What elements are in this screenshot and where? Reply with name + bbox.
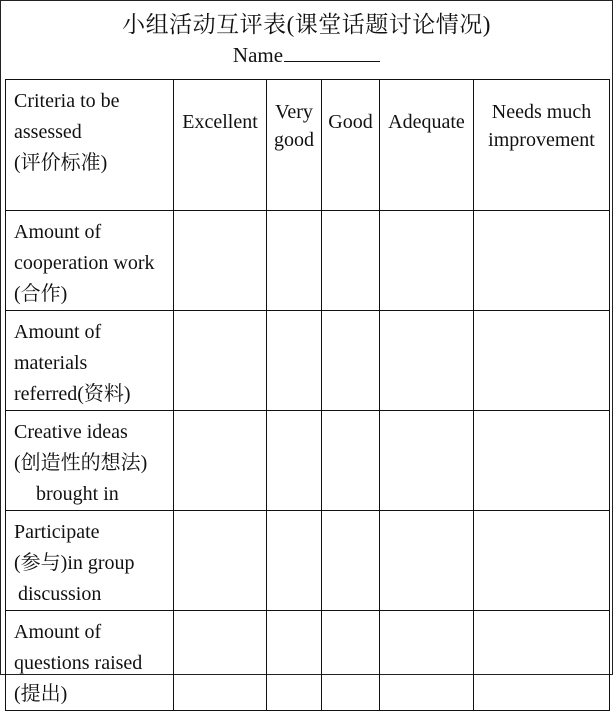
page-title: 小组活动互评表(课堂话题讨论情况) — [122, 12, 491, 37]
evaluation-table — [5, 79, 610, 711]
header-excellent-label: Excellent — [182, 111, 258, 133]
rating-cell-adequate[interactable] — [380, 311, 474, 411]
rating-cell-very-good[interactable] — [267, 611, 322, 711]
criteria-line: referred(资料) — [14, 383, 131, 405]
header-adequate — [380, 80, 474, 211]
criteria-header-cell — [6, 80, 174, 211]
name-field — [0, 43, 613, 68]
criteria-line: materials — [14, 352, 88, 374]
rating-cell-excellent[interactable] — [174, 411, 267, 511]
criteria-line: discussion — [18, 583, 102, 605]
header-row — [6, 80, 610, 211]
criteria-header-line-3: (评价标准) — [14, 152, 108, 174]
rating-cell-needs-improvement[interactable] — [474, 511, 610, 611]
name-blank-line[interactable] — [284, 43, 380, 62]
rating-cell-very-good[interactable] — [267, 411, 322, 511]
criteria-line: Creative ideas — [14, 421, 128, 443]
criteria-line: cooperation work — [14, 252, 155, 274]
table-row — [6, 311, 610, 411]
rating-cell-needs-improvement[interactable] — [474, 211, 610, 311]
table-row — [6, 411, 610, 511]
criteria-line: (创造性的想法) — [14, 452, 148, 474]
rating-cell-very-good[interactable] — [267, 311, 322, 411]
rating-cell-adequate[interactable] — [380, 511, 474, 611]
rating-cell-very-good[interactable] — [267, 511, 322, 611]
header-needs-improvement-line-1: Needs much — [491, 101, 592, 123]
header-needs-improvement — [474, 80, 610, 211]
rating-cell-excellent[interactable] — [174, 511, 267, 611]
criteria-header-line-2: assessed — [14, 121, 82, 143]
header-adequate-label: Adequate — [388, 111, 465, 133]
rating-cell-good[interactable] — [322, 511, 380, 611]
criteria-cell — [6, 211, 174, 311]
header-very-good — [267, 80, 322, 211]
table-row — [6, 211, 610, 311]
criteria-cell — [6, 611, 174, 711]
criteria-header-line-1: Criteria to be — [14, 90, 120, 112]
header-needs-improvement-line-2: improvement — [488, 129, 595, 151]
rating-cell-needs-improvement[interactable] — [474, 611, 610, 711]
header-good-label: Good — [328, 111, 373, 133]
rating-cell-good[interactable] — [322, 211, 380, 311]
rating-cell-good[interactable] — [322, 411, 380, 511]
rating-cell-good[interactable] — [322, 311, 380, 411]
rating-cell-adequate[interactable] — [380, 211, 474, 311]
header-very-good-line-1: Very — [275, 101, 313, 123]
rating-cell-excellent[interactable] — [174, 311, 267, 411]
rating-cell-excellent[interactable] — [174, 211, 267, 311]
rating-cell-needs-improvement[interactable] — [474, 411, 610, 511]
name-label: Name — [232, 43, 284, 67]
criteria-line: Amount of — [14, 221, 102, 243]
header-good — [322, 80, 380, 211]
criteria-line: Amount of — [14, 321, 102, 343]
header-excellent — [174, 80, 267, 211]
rating-cell-very-good[interactable] — [267, 211, 322, 311]
criteria-cell — [6, 311, 174, 411]
table-row — [6, 611, 610, 711]
criteria-cell — [6, 411, 174, 511]
criteria-line: brought in — [36, 483, 119, 505]
rating-cell-needs-improvement[interactable] — [474, 311, 610, 411]
rating-cell-good[interactable] — [322, 611, 380, 711]
criteria-line: (提出) — [14, 683, 68, 705]
criteria-cell — [6, 511, 174, 611]
criteria-line: questions raised — [14, 652, 143, 674]
header-very-good-line-2: good — [274, 129, 314, 151]
rating-cell-adequate[interactable] — [380, 611, 474, 711]
rating-cell-excellent[interactable] — [174, 611, 267, 711]
criteria-line: Amount of — [14, 621, 102, 643]
criteria-line: (参与)in group — [14, 552, 135, 574]
criteria-line: Participate — [14, 521, 100, 543]
rating-cell-adequate[interactable] — [380, 411, 474, 511]
criteria-line: (合作) — [14, 283, 68, 305]
table-row — [6, 511, 610, 611]
